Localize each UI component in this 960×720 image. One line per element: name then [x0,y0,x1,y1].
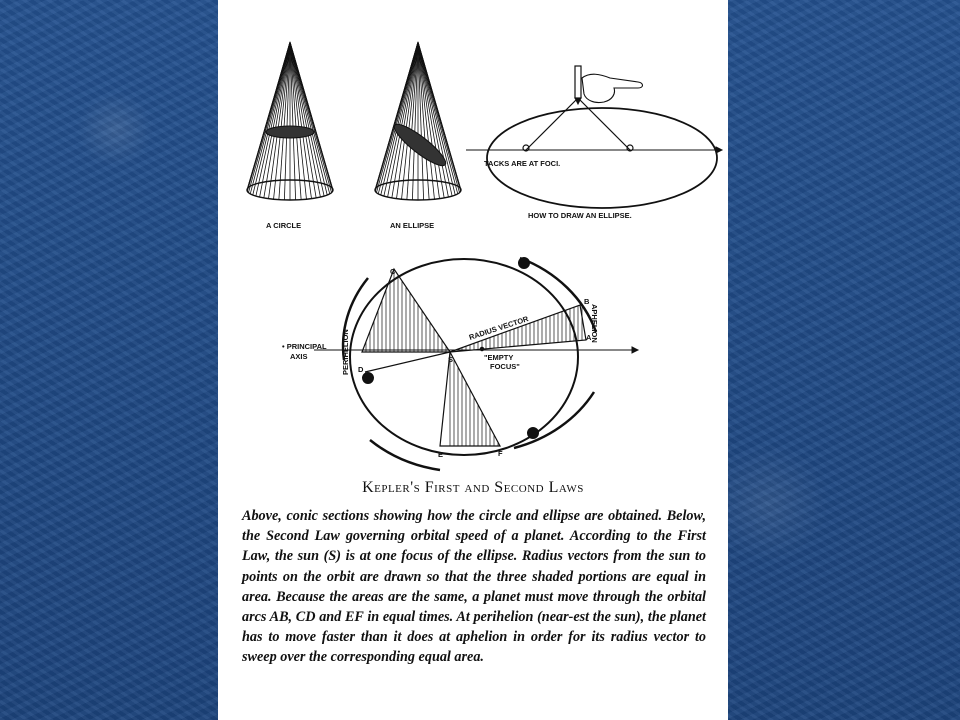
label-principal: • PRINCIPAL [282,342,327,351]
label-perihelion: PERIHELION [341,329,350,375]
scanned-page [218,0,728,720]
label-how-to: HOW TO DRAW AN ELLIPSE. [528,211,632,220]
draw-ellipse-diagram [466,66,722,208]
label-aphelion: APHELION [590,304,599,343]
cone-ellipse [375,42,461,200]
label-e: E [438,450,444,459]
label-s: S [448,355,454,364]
label-focus: FOCUS" [490,362,520,371]
caption-body: Above, conic sections showing how the circle and ellipse are obtained. Below, the Second Law governing orbital speed of a planet. According to the First Law, the sun (S) is at one focus of the ellipse. Radius vectors from the sun to points on the orbit are drawn so that the three shaded portions are equal in area. Because the areas are the same, a planet must move through the orbital arcs AB, CD and EF in equal times. At perihelion (near-est the sun), the planet has to move faster than it does at aphelion in order for its radius vector to sweep over the corresponding equal area. [242,508,706,666]
label-radius-vector: RADIUS VECTOR [467,314,530,342]
label-b: B [584,297,590,306]
label-c: C [390,267,396,276]
orbit-diagram [314,258,638,471]
label-tacks: TACKS ARE AT FOCI. [484,159,561,168]
label-axis: AXIS [290,352,308,361]
label-a: A [586,333,592,342]
label-d: D [358,365,364,374]
caption-title: Kepler's First and Second Laws [362,479,584,496]
label-an-ellipse: AN ELLIPSE [390,221,435,230]
label-f: F [498,449,503,458]
label-a-circle: A CIRCLE [266,221,302,230]
cone-circle [247,42,333,200]
label-empty: "EMPTY [484,353,514,362]
